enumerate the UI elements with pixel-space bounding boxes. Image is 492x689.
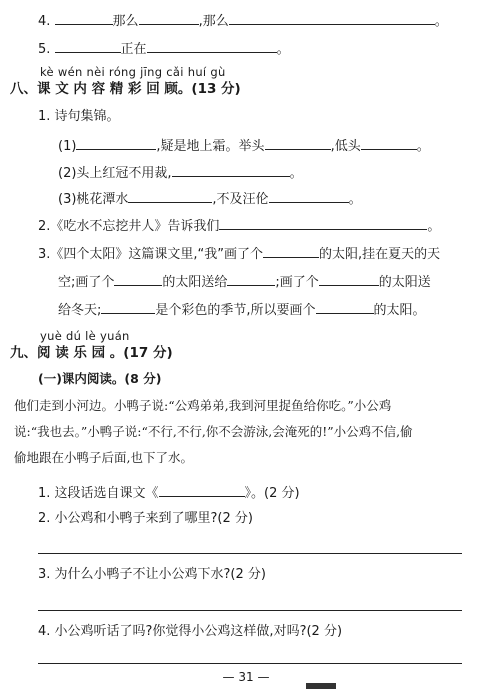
question-3-line-1 [38,243,440,264]
blank-field[interactable] [269,188,349,203]
section-8-pinyin: kè wén nèi róng jīng cǎi huí gù [40,65,226,79]
q-text: 的太阳送 [378,275,431,290]
row-number: 4. [38,14,51,29]
row-text: 那么 [112,14,139,29]
question-1-part-2 [58,162,303,183]
section-8-title: 八、课 文 内 容 精 彩 回 顾。(13 分) [10,81,241,97]
q-text: 》。(2 分) [244,486,300,501]
q-text: 1. 这段话选自课文《 [38,486,159,501]
blank-field[interactable] [76,135,156,150]
blank-field[interactable] [316,299,374,314]
q-text: 3.《四个太阳》这篇课文里,“我”画了个 [38,247,264,262]
blank-field[interactable] [101,299,155,314]
question-1-heading: 1. 诗句集锦。 [38,109,120,124]
page-number: — 31 — [222,670,270,684]
reading-question-4: 4. 小公鸡听话了吗?你觉得小公鸡这样做,对吗?(2 分) [38,624,343,639]
blank-field[interactable] [114,271,162,286]
row-end: 。 [276,42,290,57]
reading-question-2: 2. 小公鸡和小鸭子来到了哪里?(2 分) [38,511,253,526]
q-text: 2.《吃水不忘挖井人》告诉我们 [38,219,220,234]
q-text: 的太阳,挂在夏天的天 [319,247,441,262]
row-text: 正在 [120,42,147,57]
row-text: ,那么 [198,14,229,29]
reading-question-1 [38,482,300,503]
q-text: ,不及汪伦 [212,192,269,207]
blank-field[interactable] [319,271,379,286]
question-1-part-3 [58,188,362,209]
blank-field[interactable] [139,10,199,25]
question-3-line-3 [58,299,426,320]
section-9-pinyin: yuè dú lè yuán [40,329,130,343]
blank-field[interactable] [361,135,417,150]
blank-field[interactable] [159,482,245,497]
blank-field[interactable] [147,38,277,53]
q-text: 。 [427,219,441,234]
row-number: 5. [38,42,51,57]
q-text: 的太阳送给 [162,275,228,290]
q-text: (2)头上红冠不用裁, [58,166,172,181]
blank-field[interactable] [263,243,319,258]
q-text: (1) [58,139,77,154]
section-9-title: 九、阅 读 乐 园 。(17 分) [10,345,173,361]
blank-field[interactable] [229,10,435,25]
fill-row-5 [38,38,290,59]
row-end: 。 [434,14,448,29]
blank-field[interactable] [227,271,275,286]
question-2 [38,215,440,236]
q-text: (3)桃花潭水 [58,192,129,207]
q-text: 空;画了个 [58,275,115,290]
q-text: ,疑是地上霜。举头 [156,139,265,154]
q-text: 给冬天; [58,303,102,318]
blank-field[interactable] [219,215,427,230]
q-text: ,低头 [330,139,361,154]
q-text: 是个彩色的季节,所以要画个 [155,303,316,318]
q-text: 的太阳。 [373,303,426,318]
fill-row-4 [38,10,448,31]
question-1-part-1 [58,135,430,156]
blank-field[interactable] [265,135,331,150]
blank-field[interactable] [128,188,212,203]
answer-line[interactable] [38,663,462,664]
q-text: 。 [289,166,303,181]
answer-line[interactable] [38,610,462,611]
q-text: 。 [416,139,430,154]
stamp-mark [306,683,336,689]
q-text: 。 [348,192,362,207]
passage-line-3: 偷地跟在小鸭子后面,也下了水。 [14,450,193,465]
blank-field[interactable] [55,10,113,25]
question-3-line-2 [58,271,431,292]
passage-line-1: 他们走到小河边。小鸭子说:“公鸡弟弟,我到河里捉鱼给你吃。”小公鸡 [14,398,392,413]
subsection-title: (一)课内阅读。(8 分) [38,371,162,386]
answer-line[interactable] [38,553,462,554]
blank-field[interactable] [172,162,290,177]
passage-line-2: 说:“我也去。”小鸭子说:“不行,不行,你不会游泳,会淹死的!”小公鸡不信,偷 [14,424,413,439]
blank-field[interactable] [55,38,121,53]
q-text: ;画了个 [275,275,319,290]
reading-question-3: 3. 为什么小鸭子不让小公鸡下水?(2 分) [38,567,266,582]
